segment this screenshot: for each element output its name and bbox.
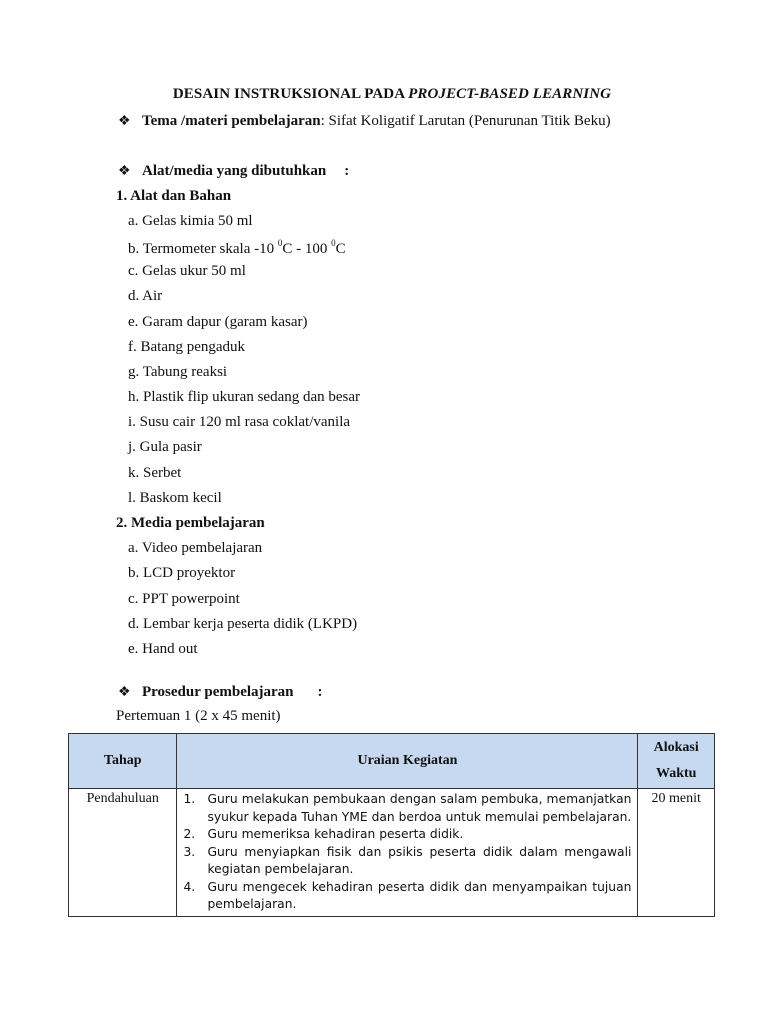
activity-number: 1. — [183, 792, 196, 806]
activity-number: 2. — [183, 827, 196, 841]
prosedur-label: Prosedur pembelajaran — [142, 684, 294, 700]
section-alat-bahan: 1. Alat dan Bahan — [116, 188, 232, 204]
diamond-bullet-icon: ❖ — [118, 685, 131, 700]
list-item: e. Hand out — [128, 641, 198, 657]
activity-text: Guru memeriksa kehadiran peserta didik. — [207, 827, 464, 841]
alat-heading — [118, 163, 349, 180]
tema-line — [118, 113, 611, 130]
header-waktu-line2: Waktu — [655, 766, 697, 781]
section-media: 2. Media pembelajaran — [116, 515, 265, 531]
tema-value: : Sifat Koligatif Larutan (Penurunan Titik Beku) — [320, 113, 611, 129]
cell-waktu: 20 menit — [638, 789, 715, 917]
list-item: j. Gula pasir — [128, 439, 202, 455]
list-item: d. Lembar kerja peserta didik (LKPD) — [128, 616, 358, 632]
list-item: k. Serbet — [128, 465, 182, 481]
pertemuan-label: Pertemuan 1 (2 x 45 menit) — [116, 708, 281, 724]
list-item: a. Gelas kimia 50 ml — [128, 213, 253, 229]
activity-number: 3. — [183, 844, 196, 859]
termometer-text: b. Termometer skala -10 — [128, 241, 278, 257]
activity-text: Guru menyiapkan fisik dan psikis peserta didik dalam mengawali kegiatan pembelajaran. — [207, 844, 632, 876]
list-item: e. Garam dapur (garam kasar) — [128, 314, 308, 330]
activity-item — [181, 791, 631, 826]
header-uraian: Uraian Kegiatan — [177, 734, 638, 789]
alat-heading-colon: : — [344, 163, 350, 179]
activity-item — [181, 879, 631, 914]
diamond-bullet-icon: ❖ — [118, 164, 131, 179]
list-item: a. Video pembelajaran — [128, 540, 263, 556]
title-plain: DESAIN INSTRUKSIONAL PADA — [172, 86, 409, 102]
list-item: f. Batang pengaduk — [128, 339, 246, 355]
list-item-termometer — [128, 238, 346, 258]
tema-label: Tema /materi pembelajaran — [142, 113, 321, 129]
cell-tahap: Pendahuluan — [69, 789, 177, 917]
degree-sup: 0 — [331, 238, 336, 248]
header-waktu-line1: Alokasi — [653, 740, 699, 755]
list-item: d. Air — [128, 288, 163, 304]
list-item: l. Baskom kecil — [128, 490, 222, 506]
list-item: g. Tabung reaksi — [128, 364, 228, 380]
header-alokasi-waktu — [638, 734, 715, 789]
activity-text: Guru mengecek kehadiran peserta didik dan menyampaikan tujuan pembelajaran. — [207, 879, 632, 911]
table-row — [69, 789, 715, 917]
degree-sup: 0 — [277, 238, 283, 248]
header-tahap: Tahap — [69, 734, 177, 789]
activity-item — [181, 844, 631, 879]
termometer-mid: C - 100 — [282, 241, 332, 257]
list-item: h. Plastik flip ukuran sedang dan besar — [128, 389, 361, 405]
list-item: c. Gelas ukur 50 ml — [128, 263, 246, 279]
list-item: c. PPT powerpoint — [128, 591, 240, 607]
activity-item — [181, 826, 631, 844]
alat-heading-label: Alat/media yang dibutuhkan — [142, 163, 327, 179]
title-italic: PROJECT-BASED LEARNING — [408, 86, 612, 102]
document-title — [0, 86, 768, 103]
activity-text: Guru melakukan pembukaan dengan salam pembuka, memanjatkan syukur kepada Tuhan YME dan berdoa untuk memulai pembelajaran. — [207, 792, 632, 824]
diamond-bullet-icon: ❖ — [118, 114, 131, 129]
procedure-table — [68, 733, 715, 917]
cell-uraian — [177, 789, 638, 917]
table-header-row — [69, 734, 715, 789]
prosedur-colon: : — [317, 684, 323, 700]
termometer-end: C — [335, 241, 346, 257]
list-item: i. Susu cair 120 ml rasa coklat/vanila — [128, 414, 351, 430]
prosedur-heading — [118, 684, 323, 701]
activity-number: 4. — [183, 879, 196, 894]
list-item: b. LCD proyektor — [128, 565, 236, 581]
